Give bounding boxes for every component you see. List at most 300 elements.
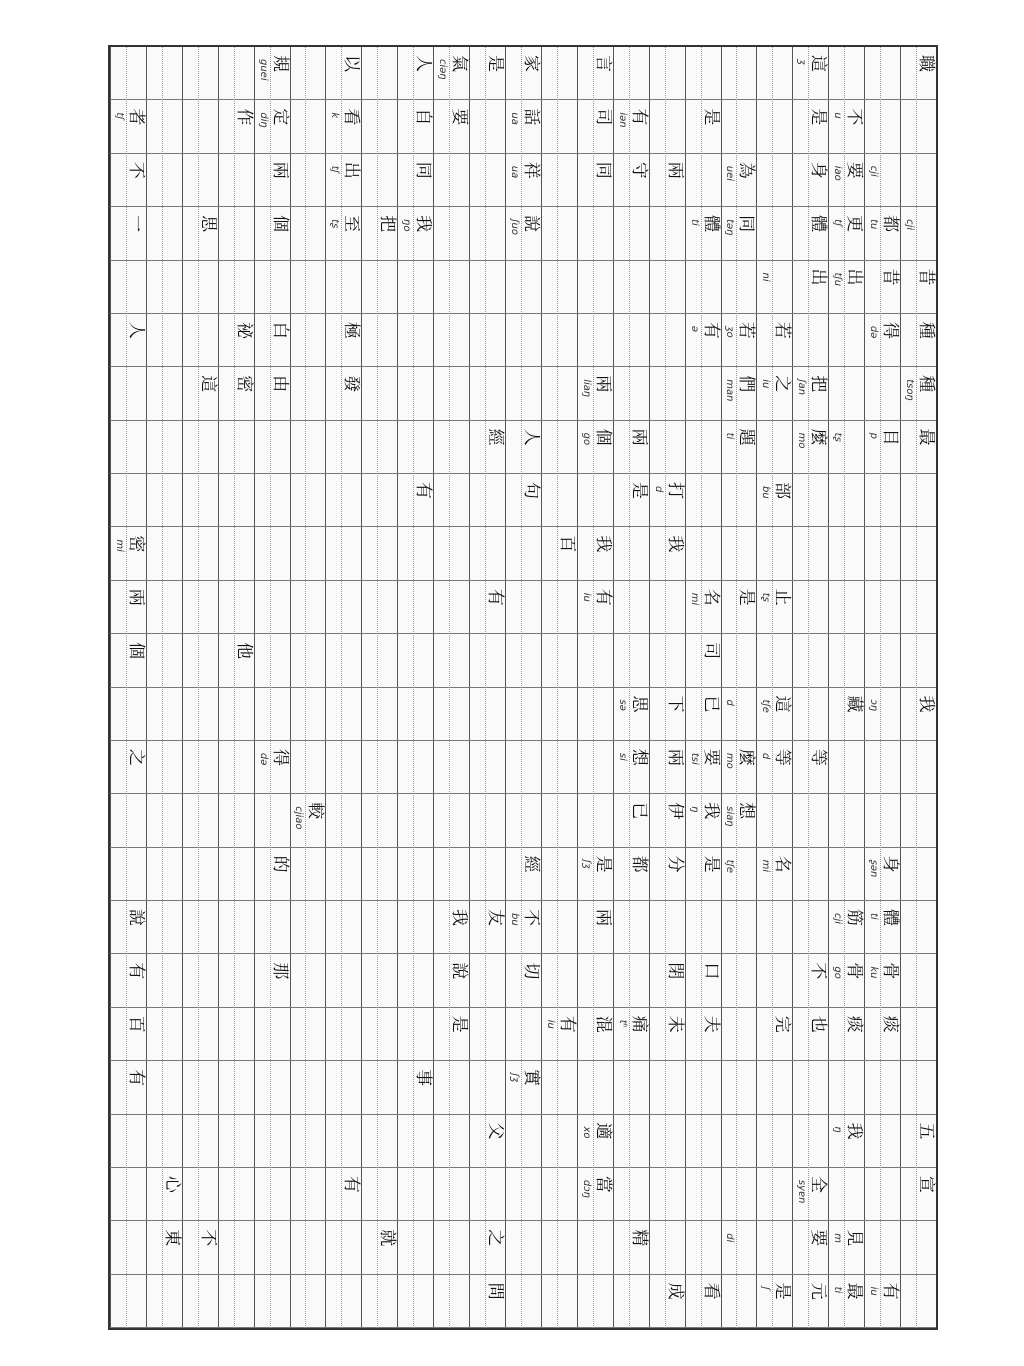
hanzi-text: 都 <box>880 215 901 234</box>
grid-cell <box>361 527 397 580</box>
phonetic-text: ɔŋ <box>868 699 880 712</box>
grid-cell <box>900 527 936 580</box>
hanzi-text: 以 <box>341 55 362 73</box>
hanzi-text: 一 <box>125 215 146 234</box>
grid-cell <box>900 901 936 954</box>
grid-cell <box>397 421 433 474</box>
phonetic-text: ə <box>688 325 700 333</box>
grid-cell <box>792 1115 828 1168</box>
grid-cell <box>864 207 900 260</box>
grid-row <box>326 47 362 1328</box>
grid-cell <box>721 261 757 314</box>
grid-cell <box>613 1115 649 1168</box>
grid-cell <box>577 954 613 1007</box>
grid-cell <box>721 154 757 207</box>
grid-cell <box>146 901 182 954</box>
hanzi-text: 氣 <box>449 55 470 73</box>
grid-cell <box>792 314 828 367</box>
phonetic-text: ŋo <box>401 219 413 232</box>
grid-cell <box>326 314 362 367</box>
grid-cell <box>900 634 936 687</box>
grid-cell <box>290 47 326 100</box>
grid-cell <box>828 741 864 794</box>
grid-cell <box>290 474 326 527</box>
grid-cell <box>541 421 577 474</box>
hanzi-text: 有 <box>485 588 506 607</box>
grid-cell <box>361 794 397 847</box>
phonetic-text: də <box>868 325 880 339</box>
grid-cell <box>110 1275 146 1328</box>
grid-cell <box>577 527 613 580</box>
grid-cell <box>433 688 469 741</box>
hanzi-text: 要 <box>808 1229 829 1248</box>
grid-cell <box>649 1275 685 1328</box>
grid-cell <box>433 474 469 527</box>
grid-cell <box>182 47 218 100</box>
grid-cell <box>326 1061 362 1114</box>
phonetic-text: iu <box>580 592 592 602</box>
grid-cell <box>721 741 757 794</box>
grid-cell <box>613 901 649 954</box>
grid-cell <box>110 314 146 367</box>
grid-row <box>649 47 685 1328</box>
grid-cell <box>146 527 182 580</box>
grid-cell <box>254 154 290 207</box>
grid-cell <box>182 848 218 901</box>
grid-cell <box>756 688 792 741</box>
phonetic-text: tʂ <box>760 592 772 602</box>
grid-cell <box>218 901 254 954</box>
hanzi-text: 是 <box>772 1282 793 1301</box>
phonetic-text: bu <box>508 913 520 926</box>
grid-cell <box>756 47 792 100</box>
hanzi-text: 全 <box>808 1175 829 1194</box>
hanzi-text: 父 <box>485 1122 506 1141</box>
grid-cell <box>541 848 577 901</box>
grid-cell <box>290 421 326 474</box>
hanzi-text: 有 <box>125 962 146 981</box>
grid-row <box>218 47 254 1328</box>
grid-cell <box>577 1008 613 1061</box>
grid-cell <box>290 527 326 580</box>
grid-cell <box>146 848 182 901</box>
hanzi-text: 是 <box>700 108 721 127</box>
grid-row <box>864 47 900 1328</box>
grid-cell <box>397 47 433 100</box>
grid-row <box>146 47 182 1328</box>
grid-cell <box>182 527 218 580</box>
grid-cell <box>397 1168 433 1221</box>
hanzi-text: 百 <box>125 1015 146 1034</box>
phonetic-text: tu <box>868 219 880 230</box>
grid-cell <box>397 634 433 687</box>
grid-cell <box>685 367 721 420</box>
grid-cell <box>756 527 792 580</box>
grid-cell <box>828 1221 864 1274</box>
phonetic-text: təŋ <box>724 219 736 236</box>
grid-cell <box>505 1008 541 1061</box>
hanzi-text: 得 <box>269 748 290 767</box>
grid-cell <box>397 688 433 741</box>
hanzi-text: 等 <box>808 748 829 767</box>
grid-cell <box>182 207 218 260</box>
hanzi-text: 都 <box>628 855 649 874</box>
grid-cell <box>900 314 936 367</box>
grid-cell <box>218 207 254 260</box>
grid-cell <box>613 581 649 634</box>
grid-cell <box>361 634 397 687</box>
grid-cell <box>649 367 685 420</box>
hanzi-text: 出 <box>341 161 362 180</box>
hanzi-text: 有 <box>125 1069 146 1088</box>
hanzi-text: 有 <box>413 482 434 500</box>
grid-cell <box>792 688 828 741</box>
hanzi-text: 下 <box>664 695 685 714</box>
hanzi-text: 名 <box>772 855 793 874</box>
hanzi-text: 不 <box>520 909 541 927</box>
phonetic-text: mi <box>760 859 772 873</box>
phonetic-text: u <box>832 112 844 119</box>
hanzi-text: 之 <box>772 375 793 394</box>
grid-cell <box>541 688 577 741</box>
grid-cell <box>685 901 721 954</box>
grid-cell <box>326 634 362 687</box>
phonetic-text: d <box>724 699 736 706</box>
grid-cell <box>433 1221 469 1274</box>
grid-cell <box>685 1168 721 1221</box>
grid-cell <box>541 1168 577 1221</box>
grid-cell <box>254 47 290 100</box>
grid-cell <box>326 47 362 100</box>
rotated-grid <box>110 47 936 1328</box>
grid-cell <box>218 1275 254 1328</box>
phonetic-text: ku <box>868 966 880 979</box>
grid-cell <box>541 527 577 580</box>
grid-cell <box>828 634 864 687</box>
hanzi-text: 的 <box>269 855 290 874</box>
grid-cell <box>577 901 613 954</box>
grid-cell <box>110 527 146 580</box>
grid-cell <box>864 688 900 741</box>
grid-cell <box>218 100 254 153</box>
grid-cell <box>505 527 541 580</box>
grid-cell <box>756 848 792 901</box>
grid-cell <box>649 688 685 741</box>
phonetic-text: siaŋ <box>724 806 736 827</box>
phonetic-text: xo <box>580 1126 592 1139</box>
grid-cell <box>146 634 182 687</box>
grid-cell <box>469 1115 505 1168</box>
phonetic-text: go <box>580 432 592 446</box>
grid-cell <box>433 634 469 687</box>
grid-cell <box>182 1008 218 1061</box>
grid-cell <box>218 154 254 207</box>
grid-cell <box>541 154 577 207</box>
hanzi-text: 是 <box>628 482 649 500</box>
phonetic-text: tʂ <box>329 219 341 229</box>
hanzi-text: 思 <box>628 695 649 714</box>
grid-cell <box>828 1008 864 1061</box>
phonetic-text: mo <box>796 432 808 449</box>
hanzi-text: 口 <box>700 962 721 981</box>
grid-cell <box>146 794 182 847</box>
grid-cell <box>756 901 792 954</box>
grid-cell <box>828 794 864 847</box>
grid-cell <box>290 154 326 207</box>
phonetic-text: iən <box>616 112 628 128</box>
grid-cell <box>613 1008 649 1061</box>
phonetic-text: iu <box>868 1286 880 1296</box>
grid-cell <box>613 154 649 207</box>
grid-cell <box>505 100 541 153</box>
grid-cell <box>864 154 900 207</box>
grid-cell <box>182 794 218 847</box>
hanzi-text: 司 <box>592 108 613 127</box>
grid-cell <box>649 741 685 794</box>
grid-cell <box>900 1221 936 1274</box>
grid-cell <box>900 1275 936 1328</box>
grid-cell <box>541 100 577 153</box>
grid-cell <box>254 421 290 474</box>
grid-cell <box>433 794 469 847</box>
grid-cell <box>110 1221 146 1274</box>
grid-cell <box>541 1115 577 1168</box>
grid-cell <box>361 47 397 100</box>
grid-row <box>433 47 469 1328</box>
grid-cell <box>792 207 828 260</box>
grid-cell <box>577 474 613 527</box>
grid-row <box>182 47 218 1328</box>
grid-cell <box>685 100 721 153</box>
grid-cell <box>110 741 146 794</box>
grid-cell <box>326 1008 362 1061</box>
grid-cell <box>828 848 864 901</box>
grid-cell <box>361 367 397 420</box>
grid-cell <box>218 47 254 100</box>
grid-cell <box>792 901 828 954</box>
grid-cell <box>541 1221 577 1274</box>
grid-cell <box>218 581 254 634</box>
grid-cell <box>613 634 649 687</box>
grid-cell <box>505 688 541 741</box>
grid-cell <box>649 100 685 153</box>
grid-cell <box>613 261 649 314</box>
grid-cell <box>469 1061 505 1114</box>
grid-cell <box>469 1168 505 1221</box>
grid-cell <box>146 100 182 153</box>
grid-cell <box>182 581 218 634</box>
hanzi-text: 兩 <box>628 428 649 447</box>
grid-cell <box>110 1115 146 1168</box>
hanzi-text: 當 <box>592 1175 613 1194</box>
grid-cell <box>721 1115 757 1168</box>
grid-cell <box>361 901 397 954</box>
grid-cell <box>900 954 936 1007</box>
phonetic-text: syɐn <box>796 1179 808 1204</box>
grid-cell <box>756 581 792 634</box>
grid-cell <box>721 1221 757 1274</box>
grid-cell <box>146 1008 182 1061</box>
grid-cell <box>397 261 433 314</box>
grid-cell <box>756 634 792 687</box>
grid-cell <box>577 1115 613 1168</box>
hanzi-text: 有 <box>700 321 721 340</box>
grid-cell <box>290 100 326 153</box>
grid-cell <box>218 527 254 580</box>
grid-cell <box>577 47 613 100</box>
grid-cell <box>828 954 864 1007</box>
grid-cell <box>469 1008 505 1061</box>
grid-cell <box>864 1115 900 1168</box>
grid-cell <box>397 741 433 794</box>
grid-cell <box>577 1168 613 1221</box>
grid-cell <box>433 207 469 260</box>
phonetic-text: man <box>724 379 736 402</box>
hanzi-text: 伊 <box>664 802 685 821</box>
hanzi-text: 人 <box>125 321 146 340</box>
hanzi-text: 不 <box>808 962 829 981</box>
grid-cell <box>469 901 505 954</box>
hanzi-text: 痛 <box>628 1015 649 1034</box>
grid-cell <box>433 954 469 1007</box>
hanzi-text: 思 <box>197 215 218 234</box>
grid-cell <box>505 1221 541 1274</box>
grid-cell <box>505 261 541 314</box>
phonetic-text: dɔŋ <box>580 1179 592 1199</box>
grid-cell <box>361 741 397 794</box>
grid-cell <box>433 421 469 474</box>
hanzi-text: 是 <box>700 855 721 874</box>
grid-cell <box>505 741 541 794</box>
phonetic-text: iu <box>544 1019 556 1029</box>
hanzi-text: 要 <box>449 108 470 127</box>
grid-cell <box>541 634 577 687</box>
grid-cell <box>469 848 505 901</box>
hanzi-text: 把 <box>808 375 829 394</box>
grid-cell <box>649 527 685 580</box>
hanzi-text: 較 <box>305 802 326 821</box>
grid-cell <box>146 367 182 420</box>
grid-cell <box>505 1061 541 1114</box>
grid-cell <box>146 1275 182 1328</box>
grid-cell <box>613 474 649 527</box>
grid-cell <box>110 688 146 741</box>
grid-cell <box>577 207 613 260</box>
grid-cell <box>254 741 290 794</box>
grid-cell <box>792 421 828 474</box>
grid-cell <box>218 954 254 1007</box>
hanzi-text: 體 <box>880 909 901 927</box>
grid-cell <box>864 848 900 901</box>
grid-cell <box>864 954 900 1007</box>
grid-cell <box>577 314 613 367</box>
grid-cell <box>218 848 254 901</box>
hanzi-text: 由 <box>269 375 290 394</box>
grid-cell <box>326 1168 362 1221</box>
grid-cell <box>505 634 541 687</box>
grid-cell <box>541 1008 577 1061</box>
hanzi-text: 我 <box>413 215 434 234</box>
grid-cell <box>541 47 577 100</box>
hanzi-text: 同 <box>413 161 434 180</box>
hanzi-text: 們 <box>736 375 757 394</box>
grid-cell <box>792 634 828 687</box>
grid-cell <box>828 261 864 314</box>
grid-cell <box>756 1221 792 1274</box>
hanzi-text: 自 <box>413 108 434 127</box>
hanzi-text: 我 <box>664 535 685 554</box>
hanzi-text: 得 <box>880 321 901 340</box>
hanzi-text: 他 <box>233 642 254 661</box>
grid-cell <box>505 1115 541 1168</box>
grid-cell <box>577 261 613 314</box>
phonetic-text: tsoŋ <box>904 379 915 401</box>
hanzi-text: 出 <box>844 268 865 287</box>
grid-row <box>469 47 505 1328</box>
hanzi-text: 五 <box>916 1122 936 1141</box>
grid-cell <box>649 794 685 847</box>
hanzi-text: 人 <box>520 428 541 447</box>
grid-cell <box>613 1168 649 1221</box>
grid-cell <box>541 794 577 847</box>
grid-cell <box>756 474 792 527</box>
grid-cell <box>900 100 936 153</box>
phonetic-text: cjiao <box>293 806 305 830</box>
phonetic-text: tʂ <box>832 432 844 442</box>
grid-cell <box>505 794 541 847</box>
grid-cell <box>182 1168 218 1221</box>
grid-cell <box>685 314 721 367</box>
phonetic-text: ua <box>508 112 520 125</box>
grid-cell <box>864 1061 900 1114</box>
grid-cell <box>505 1275 541 1328</box>
hanzi-text: 昔 <box>880 268 901 287</box>
grid-cell <box>649 1221 685 1274</box>
hanzi-text: 我 <box>449 909 470 927</box>
grid-cell <box>649 634 685 687</box>
phonetic-text: tʰ <box>616 1019 628 1028</box>
hanzi-text: 切 <box>520 962 541 981</box>
hanzi-text: 有 <box>341 1175 362 1194</box>
grid-cell <box>110 261 146 314</box>
grid-cell <box>433 1275 469 1328</box>
grid-cell <box>864 1221 900 1274</box>
hanzi-text: 兩 <box>664 748 685 767</box>
grid-row <box>254 47 290 1328</box>
hanzi-text: 兩 <box>269 161 290 180</box>
hanzi-text: 友 <box>485 909 506 927</box>
grid-cell <box>397 581 433 634</box>
grid-cell <box>756 1061 792 1114</box>
grid-cell <box>541 261 577 314</box>
grid-cell <box>182 1115 218 1168</box>
hanzi-text: 守 <box>628 161 649 180</box>
grid-cell <box>756 154 792 207</box>
grid-cell <box>721 527 757 580</box>
grid-cell <box>433 527 469 580</box>
grid-cell <box>110 474 146 527</box>
phonetic-text: ciəŋ <box>437 59 449 80</box>
grid-cell <box>397 848 433 901</box>
hanzi-text: 若 <box>772 321 793 340</box>
hanzi-text: 未 <box>664 1015 685 1034</box>
phonetic-text: di <box>724 1233 736 1243</box>
phonetic-text: tʃe <box>724 859 736 874</box>
hanzi-text: 有 <box>556 1015 577 1034</box>
grid-row <box>541 47 577 1328</box>
hanzi-text: 昔 <box>916 268 936 287</box>
hanzi-text: 把 <box>377 215 398 234</box>
